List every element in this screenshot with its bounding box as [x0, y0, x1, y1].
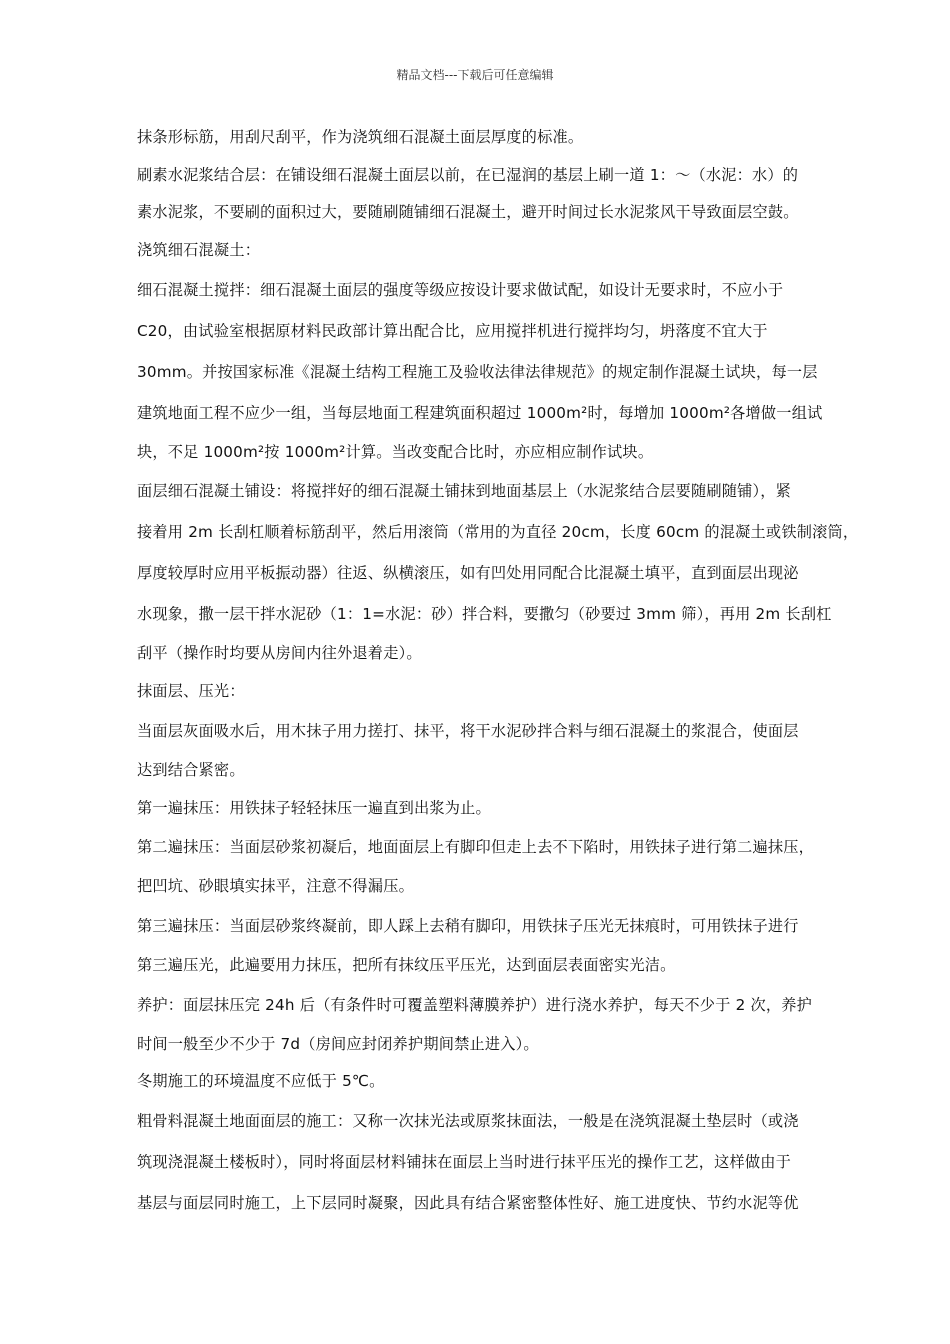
- text-line: 当面层灰面吸水后，用木抹子用力搓打、抹平，将干水泥砂拌合料与细石混凝土的浆混合，使面层: [137, 721, 799, 740]
- text-line: 刷素水泥浆结合层：在铺设细石混凝土面层以前，在已湿润的基层上刷一道 1：～（水泥：水）的: [137, 165, 799, 184]
- text-line: 厚度较厚时应用平板振动器）往返、纵横滚压，如有凹处用同配合比混凝土填平，直到面层出现泌: [137, 564, 799, 583]
- text-line: 抹面层、压光：: [137, 682, 245, 701]
- text-line: 基层与面层同时施工，上下层同时凝聚，因此具有结合紧密整体性好、施工进度快、节约水泥等优: [137, 1193, 799, 1212]
- text-line: 30mm。并按国家标准《混凝土结构工程施工及验收法律法律规范》的规定制作混凝土试块，每一层: [137, 362, 818, 381]
- text-line: 第二遍抹压：当面层砂浆初凝后，地面面层上有脚印但走上去不下陷时，用铁抹子进行第二遍抹压，: [137, 838, 815, 857]
- text-line: 细石混凝土搅拌：细石混凝土面层的强度等级应按设计要求做试配，如设计无要求时，不应小于: [137, 280, 784, 299]
- text-line: 第一遍抹压：用铁抹子轻轻抹压一遍直到出浆为止。: [137, 798, 491, 817]
- text-line: 达到结合紧密。: [137, 760, 245, 779]
- text-line: 建筑地面工程不应少一组，当每层地面工程建筑面积超过 1000m²时，每增加 1000m²各增做一组试: [137, 403, 823, 422]
- text-line: 刮平（操作时均要从房间内往外退着走）。: [137, 644, 422, 663]
- text-line: 素水泥浆，不要刷的面积过大，要随刷随铺细石混凝土，避开时间过长水泥浆风干导致面层空鼓。: [137, 203, 799, 222]
- text-line: 粗骨料混凝土地面面层的施工：又称一次抹光法或原浆抹面法，一般是在浇筑混凝土垫层时（或浇: [137, 1111, 799, 1130]
- text-line: C20，由试验室根据原材料民政部计算出配合比，应用搅拌机进行搅拌均匀，坍落度不宜大于: [137, 321, 768, 340]
- text-line: 块，不足 1000m²按 1000m²计算。当改变配合比时，亦应相应制作试块。: [137, 442, 654, 461]
- text-line: 面层细石混凝土铺设：将搅拌好的细石混凝土铺抹到地面基层上（水泥浆结合层要随刷随铺），紧: [137, 482, 792, 501]
- text-line: 第三遍抹压：当面层砂浆终凝前，即人踩上去稍有脚印，用铁抹子压光无抹痕时，可用铁抹子进行: [137, 916, 799, 935]
- text-line: 浇筑细石混凝土：: [137, 241, 261, 260]
- text-line: 抹条形标筋，用刮尺刮平，作为浇筑细石混凝土面层厚度的标准。: [137, 128, 584, 146]
- text-line: 时间一般至少不少于 7d（房间应封闭养护期间禁止进入）。: [137, 1034, 539, 1053]
- text-line: 筑现浇混凝土楼板时），同时将面层材料铺抹在面层上当时进行抹平压光的操作工艺，这样做由于: [137, 1152, 792, 1171]
- text-line: 第三遍压光，此遍要用力抹压，把所有抹纹压平压光，达到面层表面密实光洁。: [137, 955, 676, 974]
- text-line: 养护：面层抹压完 24h 后（有条件时可覆盖塑料薄膜养护）进行浇水养护，每天不少于 2 次，养护: [137, 995, 813, 1014]
- text-line: 接着用 2m 长刮杠顺着标筋刮平，然后用滚筒（常用的为直径 20cm，长度 60cm 的混凝土或铁制滚筒，: [137, 523, 859, 542]
- text-line: 把凹坑、砂眼填实抹平，注意不得漏压。: [137, 877, 414, 896]
- text-line: 冬期施工的环境温度不应低于 5℃。: [137, 1072, 385, 1091]
- page-header: 精品文档---下载后可任意编辑: [396, 68, 554, 82]
- body-text: [137, 119, 877, 1224]
- text-line: 水现象，撒一层干拌水泥砂（1：1=水泥：砂）拌合料，要撒匀（砂要过 3mm 筛），再用 2m 长刮杠: [137, 605, 832, 624]
